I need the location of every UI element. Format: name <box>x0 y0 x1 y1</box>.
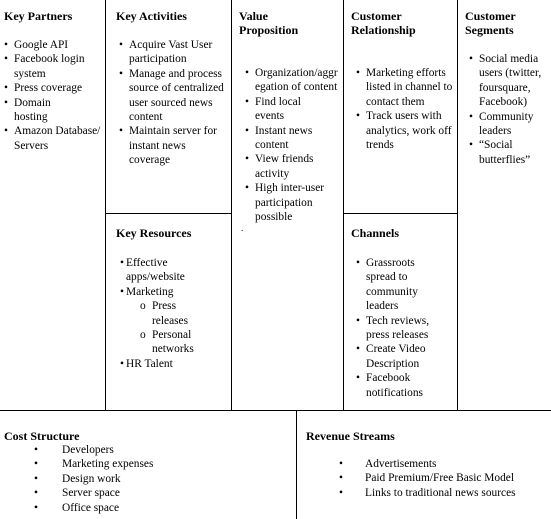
list-item: • Design work <box>34 472 121 485</box>
list-item: • Social media users (twitter, foursquare, Facebook) <box>469 53 542 109</box>
value-proposition-list <box>239 66 341 224</box>
channels-heading: Channels <box>351 226 400 240</box>
cost-structure-heading: Cost Structure <box>4 429 80 443</box>
divider <box>231 0 232 410</box>
list-item: • Instant news content <box>245 124 313 152</box>
marketing-sublist <box>126 299 230 357</box>
list-item: • Marketing efforts listed in channel to contact them <box>356 67 453 108</box>
cost-structure-cell <box>4 429 294 515</box>
list-item: • Acquire Vast User participation <box>119 39 213 66</box>
key-resources-heading: Key Resources <box>116 226 192 240</box>
list-item: • Find local events <box>245 95 301 123</box>
list-item: • Google API <box>4 39 69 51</box>
list-item: • “Social butterflies” <box>469 139 531 166</box>
list-item: • Links to traditional news sources <box>339 486 516 499</box>
list-item: • Tech reviews, press releases <box>356 314 430 342</box>
list-item: • Domain hosting <box>4 96 51 124</box>
list-item: • HR Talent <box>120 357 173 370</box>
divider <box>0 410 551 411</box>
value-proposition-heading: Value Proposition <box>239 9 299 37</box>
divider <box>343 0 344 410</box>
list-item: • Server space <box>34 487 120 500</box>
list-item: • Grassroots spread to community leaders <box>356 257 418 313</box>
customer-relationship-list <box>351 66 455 152</box>
divider <box>105 0 106 410</box>
customer-relationship-cell <box>351 9 455 152</box>
list-item: • Maintain server for instant news coverage <box>119 125 217 167</box>
divider <box>457 0 458 410</box>
divider <box>343 213 457 214</box>
customer-segments-heading: Customer Segments <box>465 9 516 37</box>
divider <box>105 213 231 214</box>
sub-list-item: o Personal networks <box>140 329 194 356</box>
list-item: • Developers <box>34 444 114 456</box>
divider <box>296 410 297 519</box>
customer-segments-list <box>465 52 551 167</box>
cost-structure-list <box>4 443 294 515</box>
key-resources-cell <box>116 226 230 371</box>
list-item: • Manage and process source of centralized user sourced news content <box>119 67 224 124</box>
revenue-streams-list <box>306 457 550 500</box>
customer-segments-cell <box>465 9 551 167</box>
key-partners-list <box>4 38 104 153</box>
key-resources-list <box>116 256 230 371</box>
value-proposition-cell <box>239 9 341 233</box>
list-item: • Community leaders <box>469 110 534 138</box>
list-item: • Effective apps/website <box>120 257 185 284</box>
list-item: • Office space <box>34 501 120 514</box>
channels-list <box>351 256 455 400</box>
list-item: • View friends activity <box>245 153 314 180</box>
stray-mark: . <box>241 223 244 234</box>
sub-list-item: o Press releases <box>140 300 189 327</box>
channels-cell <box>351 226 455 400</box>
list-item: • Marketing expenses <box>34 458 154 471</box>
list-item: • Press coverage <box>4 82 82 95</box>
key-activities-list <box>116 38 229 168</box>
key-activities-heading: Key Activities <box>116 9 187 23</box>
revenue-streams-cell <box>306 429 550 500</box>
list-item: • Facebook login system <box>4 53 85 80</box>
list-item: • Track users with analytics, work off trends <box>356 110 452 152</box>
revenue-streams-heading: Revenue Streams <box>306 429 395 443</box>
list-item: • High inter-user participation possible <box>245 182 325 224</box>
key-partners-cell <box>4 9 104 153</box>
list-item: • Amazon Database/Servers <box>4 125 101 152</box>
list-item: • Create Video Description <box>356 343 426 370</box>
customer-relationship-heading: Customer Relationship <box>351 9 416 37</box>
list-item: • Paid Premium/Free Basic Model <box>339 472 515 485</box>
list-item: • Organization/aggregation of content <box>245 67 338 94</box>
key-partners-heading: Key Partners <box>4 9 73 23</box>
list-item: • Facebook notifications <box>356 372 423 399</box>
list-item: • Marketing o Press releases o Personal networks <box>126 285 230 357</box>
key-activities-cell <box>116 9 230 168</box>
list-item: • Advertisements <box>339 458 437 470</box>
